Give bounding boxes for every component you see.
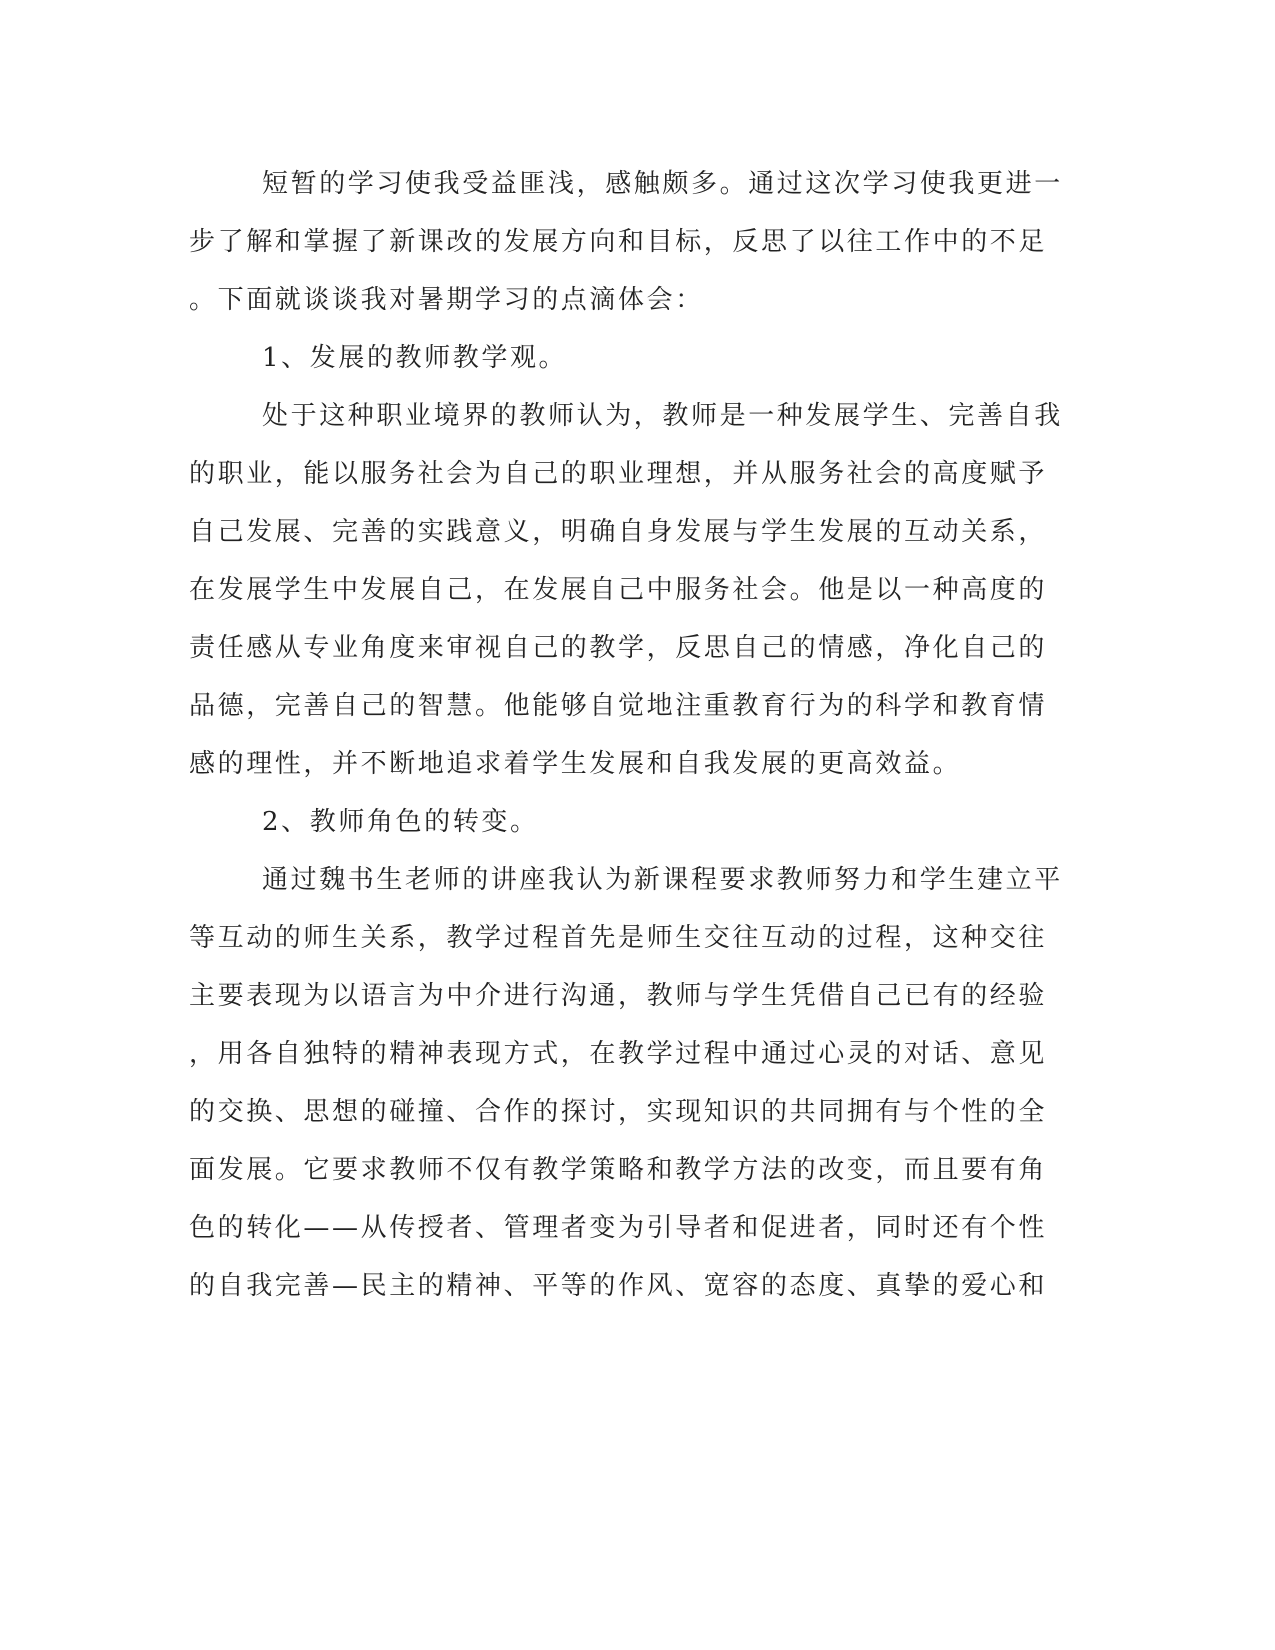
text-line: 主要表现为以语言为中介进行沟通，教师与学生凭借自己已有的经验 [189,981,1048,1011]
text-line: 自己发展、完善的实践意义，明确自身发展与学生发展的互动关系， [189,517,1048,547]
text-line: 步了解和掌握了新课改的发展方向和目标，反思了以往工作中的不足 [189,227,1048,257]
text-line: 色的转化——从传授者、管理者变为引导者和促进者，同时还有个性 [189,1213,1048,1243]
text-line: 。下面就谈谈我对暑期学习的点滴体会： [189,285,704,315]
text-line: 的交换、思想的碰撞、合作的探讨，实现知识的共同拥有与个性的全 [189,1097,1048,1127]
text-line: 处于这种职业境界的教师认为，教师是一种发展学生、完善自我 [262,401,1063,431]
text-line: 面发展。它要求教师不仅有教学策略和教学方法的改变，而且要有角 [189,1155,1048,1185]
section-heading: 2、教师角色的转变。 [262,807,539,837]
section-heading: 1、发展的教师教学观。 [262,343,568,373]
text-line: 责任感从专业角度来审视自己的教学，反思自己的情感，净化自己的 [189,633,1048,663]
text-line: 在发展学生中发展自己，在发展自己中服务社会。他是以一种高度的 [189,575,1048,605]
text-line: 的职业，能以服务社会为自己的职业理想，并从服务社会的高度赋予 [189,459,1048,489]
text-line: 品德，完善自己的智慧。他能够自觉地注重教育行为的科学和教育情 [189,691,1048,721]
text-line: 感的理性，并不断地追求着学生发展和自我发展的更高效益。 [189,749,962,779]
text-line: 的自我完善—民主的精神、平等的作风、宽容的态度、真挚的爱心和 [189,1271,1048,1301]
text-line: 等互动的师生关系，教学过程首先是师生交往互动的过程，这种交往 [189,923,1048,953]
text-line: 短暂的学习使我受益匪浅，感触颇多。通过这次学习使我更进一 [262,169,1063,199]
text-line: 通过魏书生老师的讲座我认为新课程要求教师努力和学生建立平 [262,865,1063,895]
text-line: ，用各自独特的精神表现方式，在教学过程中通过心灵的对话、意见 [189,1039,1048,1069]
